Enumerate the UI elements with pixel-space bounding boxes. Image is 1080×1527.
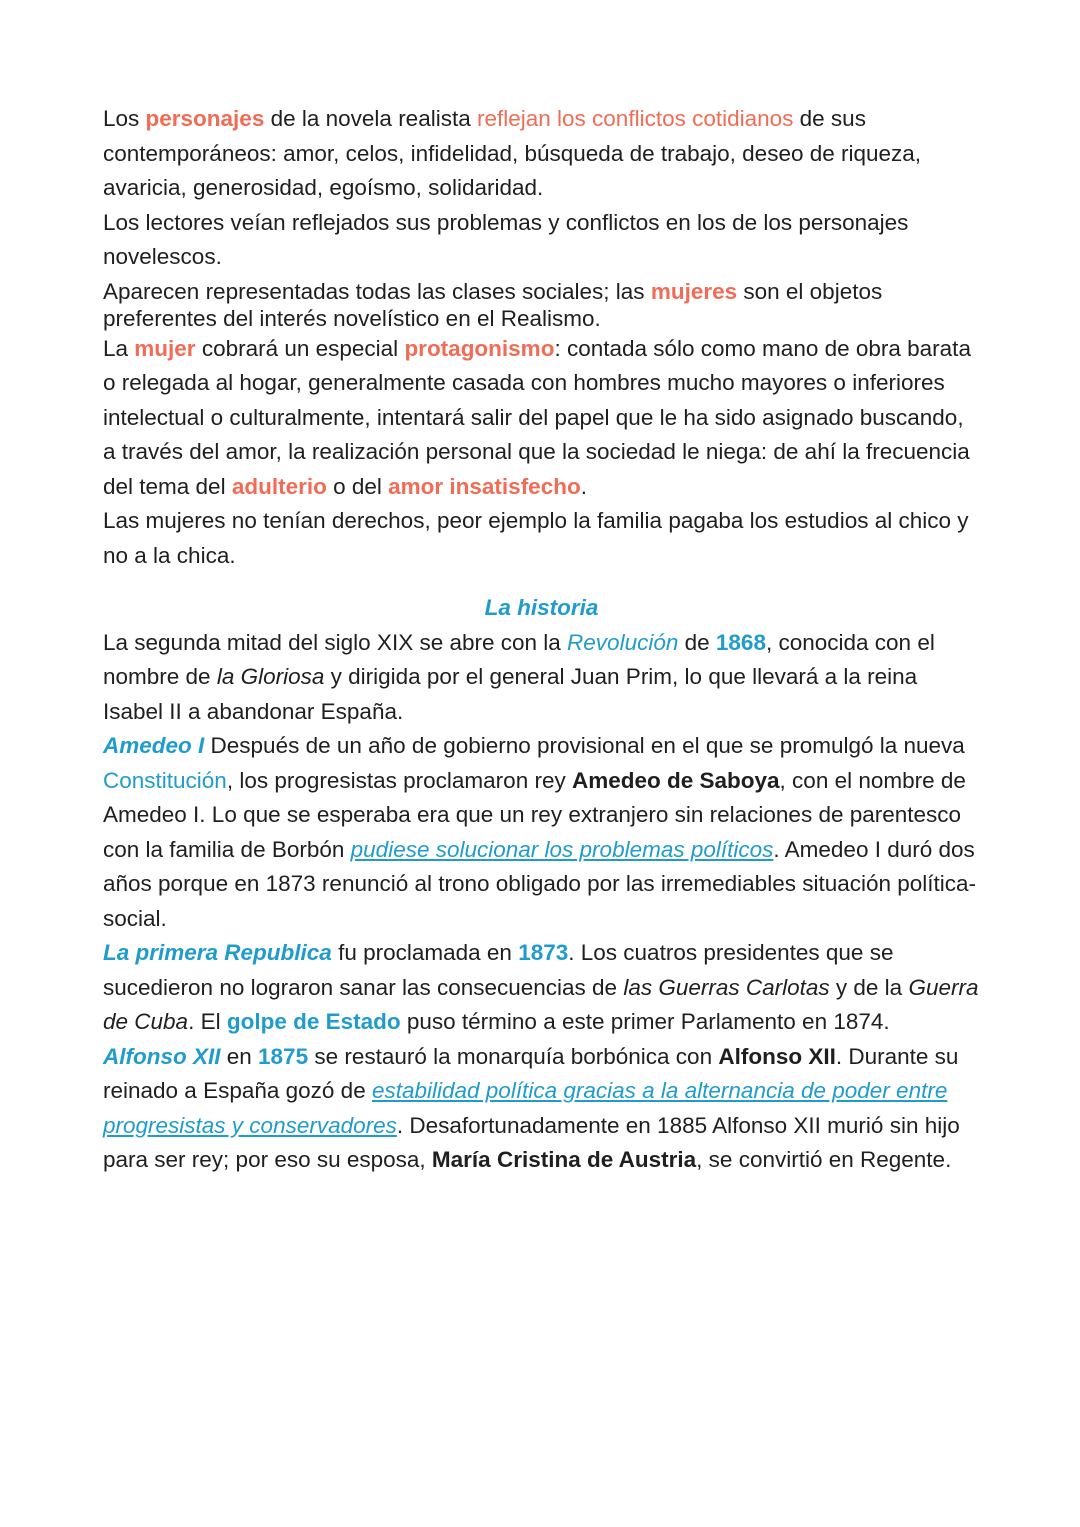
- text-run: . El: [188, 1009, 227, 1034]
- paragraph-mujer-protagonismo: [103, 332, 980, 505]
- text-run: y de la: [829, 974, 909, 1000]
- highlighted-text: mujeres: [650, 278, 738, 304]
- paragraph-derechos-mujeres: [103, 504, 980, 573]
- highlighted-text: amor insatisfecho: [388, 473, 581, 499]
- text-run: se restauró la monarquía borbónica con: [308, 1043, 719, 1069]
- highlighted-text: las Guerras Carlotas: [623, 974, 830, 1000]
- highlighted-text: Constitución: [103, 767, 227, 793]
- text-run: , conocida con el nombre de: [103, 629, 935, 689]
- text-run: Los: [103, 106, 146, 131]
- highlighted-text: Alfonso XII: [103, 1043, 221, 1069]
- text-run: . Durante su reinado a España gozó de: [103, 1043, 959, 1103]
- highlighted-text: María Cristina de Austria: [431, 1147, 697, 1172]
- highlighted-text: la Gloriosa: [216, 664, 325, 689]
- text-run: son el objetos preferentes del interés novelístico en el Realismo.: [103, 278, 883, 331]
- text-run: , con el nombre de Amedeo I. Lo que se esperaba era que un rey extranjero sin relaciones de parentesco con la familia de Borbón: [103, 767, 966, 862]
- highlighted-text: La primera Republica: [103, 940, 332, 965]
- highlighted-text: personajes: [145, 106, 265, 131]
- paragraph-lectores: [103, 206, 980, 275]
- highlighted-text: adulterio: [231, 473, 327, 499]
- text-run: de: [678, 629, 716, 655]
- text-run: o del: [326, 473, 389, 499]
- text-run: en: [220, 1043, 259, 1069]
- link-text[interactable]: pudiese solucionar los problemas políticos: [350, 836, 774, 862]
- link-text[interactable]: estabilidad política gracias a la alternancia de poder entre progresistas y conservadores: [103, 1078, 948, 1138]
- text-run: . Amedeo I duró dos años porque en 1873 renunció al trono obligado por las irremediables situación política-social.: [103, 836, 977, 931]
- paragraph-personajes: [103, 102, 980, 206]
- highlighted-text: Amedeo de Saboya: [571, 767, 780, 793]
- highlighted-text: Guerra de Cuba: [103, 974, 979, 1034]
- text-run: .: [580, 473, 587, 499]
- highlighted-text: protagonismo: [404, 335, 555, 361]
- text-run: La segunda mitad del siglo XIX se abre con la: [103, 629, 568, 655]
- highlighted-text: Revolución: [567, 629, 679, 655]
- text-run: y dirigida por el general Juan Prim, lo que llevará a la reina Isabel II a abandonar España.: [103, 664, 918, 724]
- paragraph-alfonso-xii: [103, 1040, 980, 1178]
- highlighted-text: 1868: [715, 629, 766, 655]
- text-run: : contada sólo como mano de obra barata o relegada al hogar, generalmente casada con hombres mucho mayores o inferiores intelectual o culturalmente, intentará salir del papel que le ha sido asignado buscando, a través del amor, la realización personal que la sociedad le niega: de ahí la frecuencia del tema del: [103, 335, 971, 499]
- text-run: , los progresistas proclamaron rey: [226, 767, 572, 793]
- paragraph-revolucion-1868: [103, 626, 980, 730]
- text-run: Después de un año de gobierno provisional en el que se promulgó la nueva: [204, 733, 965, 758]
- highlighted-text: golpe de Estado: [226, 1009, 401, 1034]
- text-run: Los lectores veían reflejados sus problemas y conflictos en los de los personajes novelescos.: [103, 209, 909, 269]
- text-run: . Los cuatros presidentes que se sucedieron no lograron sanar las consecuencias de: [103, 940, 894, 1000]
- text-run: puso término a este primer Parlamento en 1874.: [400, 1009, 890, 1034]
- text-run: fu proclamada en: [331, 940, 519, 965]
- section-heading-historia: La historia: [484, 595, 599, 620]
- text-run: de sus contemporáneos: amor, celos, infidelidad, búsqueda de trabajo, deseo de riqueza, avaricia, generosidad, egoísmo, solidaridad.: [103, 106, 922, 200]
- highlighted-text: Amedeo I: [103, 733, 205, 758]
- highlighted-text: reflejan los conflictos cotidianos: [476, 106, 794, 131]
- text-run: La: [103, 335, 135, 361]
- text-run: de la novela realista: [264, 106, 477, 131]
- text-run: , se convirtió en Regente.: [696, 1147, 952, 1172]
- text-run: . Desafortunadamente en 1885 Alfonso XII murió sin hijo para ser rey; por eso su esposa,: [103, 1112, 960, 1172]
- paragraph-primera-republica: [103, 936, 980, 1040]
- text-run: Las mujeres no tenían derechos, peor ejemplo la familia pagaba los estudios al chico y no a la chica.: [103, 508, 969, 568]
- text-run: Aparecen representadas todas las clases sociales; las: [103, 278, 651, 304]
- paragraph-amedeo-i: [103, 729, 980, 936]
- text-run: cobrará un especial: [195, 335, 405, 361]
- highlighted-text: 1873: [518, 940, 569, 965]
- paragraph-clases-sociales: [103, 278, 980, 332]
- highlighted-text: 1875: [258, 1043, 309, 1069]
- highlighted-text: mujer: [134, 335, 196, 361]
- highlighted-text: Alfonso XII: [718, 1043, 836, 1069]
